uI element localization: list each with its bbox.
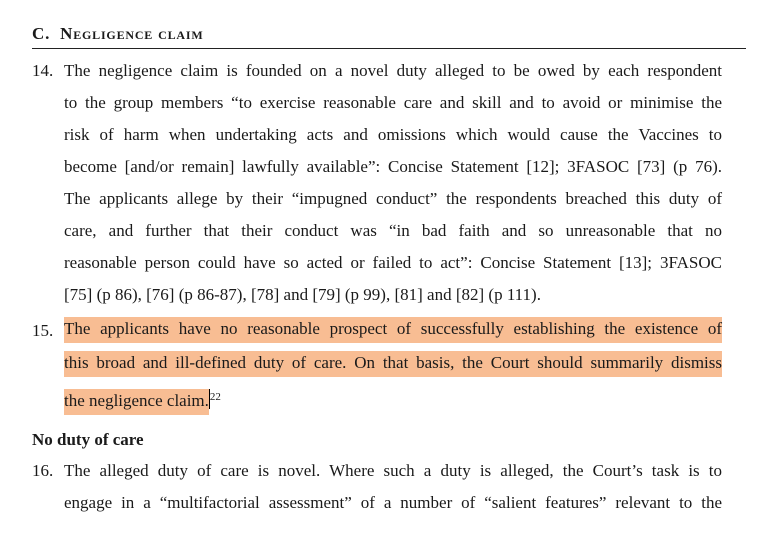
text-highlight[interactable]: this broad and ill-defined duty of care. On that basis, the Court should summarily dismiss — [64, 351, 722, 377]
highlighted-line — [64, 315, 722, 349]
text-line: The negligence claim is founded on a novel duty alleged to be owed by each respondent — [64, 61, 722, 80]
paragraph-body — [64, 455, 722, 519]
section-title: Negligence claim — [60, 24, 204, 43]
section-heading — [32, 24, 746, 49]
paragraph-body — [64, 55, 722, 311]
paragraph-number: 15. — [32, 321, 54, 340]
text-line: [75] (p 86), [76] (p 86-87), [78] and [79] (p 99), [81] and [82] (p 111). — [64, 285, 541, 304]
subheading: No duty of care — [32, 430, 144, 449]
text-line: The applicants allege by their “impugned conduct” the respondents breached this duty of — [64, 189, 722, 208]
paragraph-number: 16. — [32, 461, 54, 480]
highlighted-line — [64, 349, 722, 383]
text-line: The alleged duty of care is novel. Where such a duty is alleged, the Court’s task is to — [64, 461, 722, 480]
text-line: risk of harm when undertaking acts and omissions which would cause the Vaccines to — [64, 125, 722, 144]
paragraph-body — [64, 315, 722, 417]
text-line: reasonable person could have so acted or failed to act”: Concise Statement [13]; 3FASOC — [64, 253, 722, 272]
text-line: become [and/or remain] lawfully available”: Concise Statement [12]; 3FASOC [73] (p 76). — [64, 157, 722, 176]
footnote-reference[interactable]: 22 — [209, 391, 221, 403]
text-line: engage in a “multifactorial assessment” of a number of “salient features” relevant to the — [64, 493, 722, 512]
section-letter: C. — [32, 24, 51, 43]
text-line: care, and further that their conduct was “in bad faith and so unreasonable that no — [64, 221, 722, 240]
paragraph-number: 14. — [32, 61, 54, 80]
highlighted-line — [64, 383, 722, 417]
text-line: to the group members “to exercise reasonable care and skill and to avoid or minimise the — [64, 93, 722, 112]
text-highlight[interactable]: the negligence claim. — [64, 389, 209, 415]
text-highlight[interactable]: The applicants have no reasonable prospect of successfully establishing the existence of — [64, 317, 722, 343]
